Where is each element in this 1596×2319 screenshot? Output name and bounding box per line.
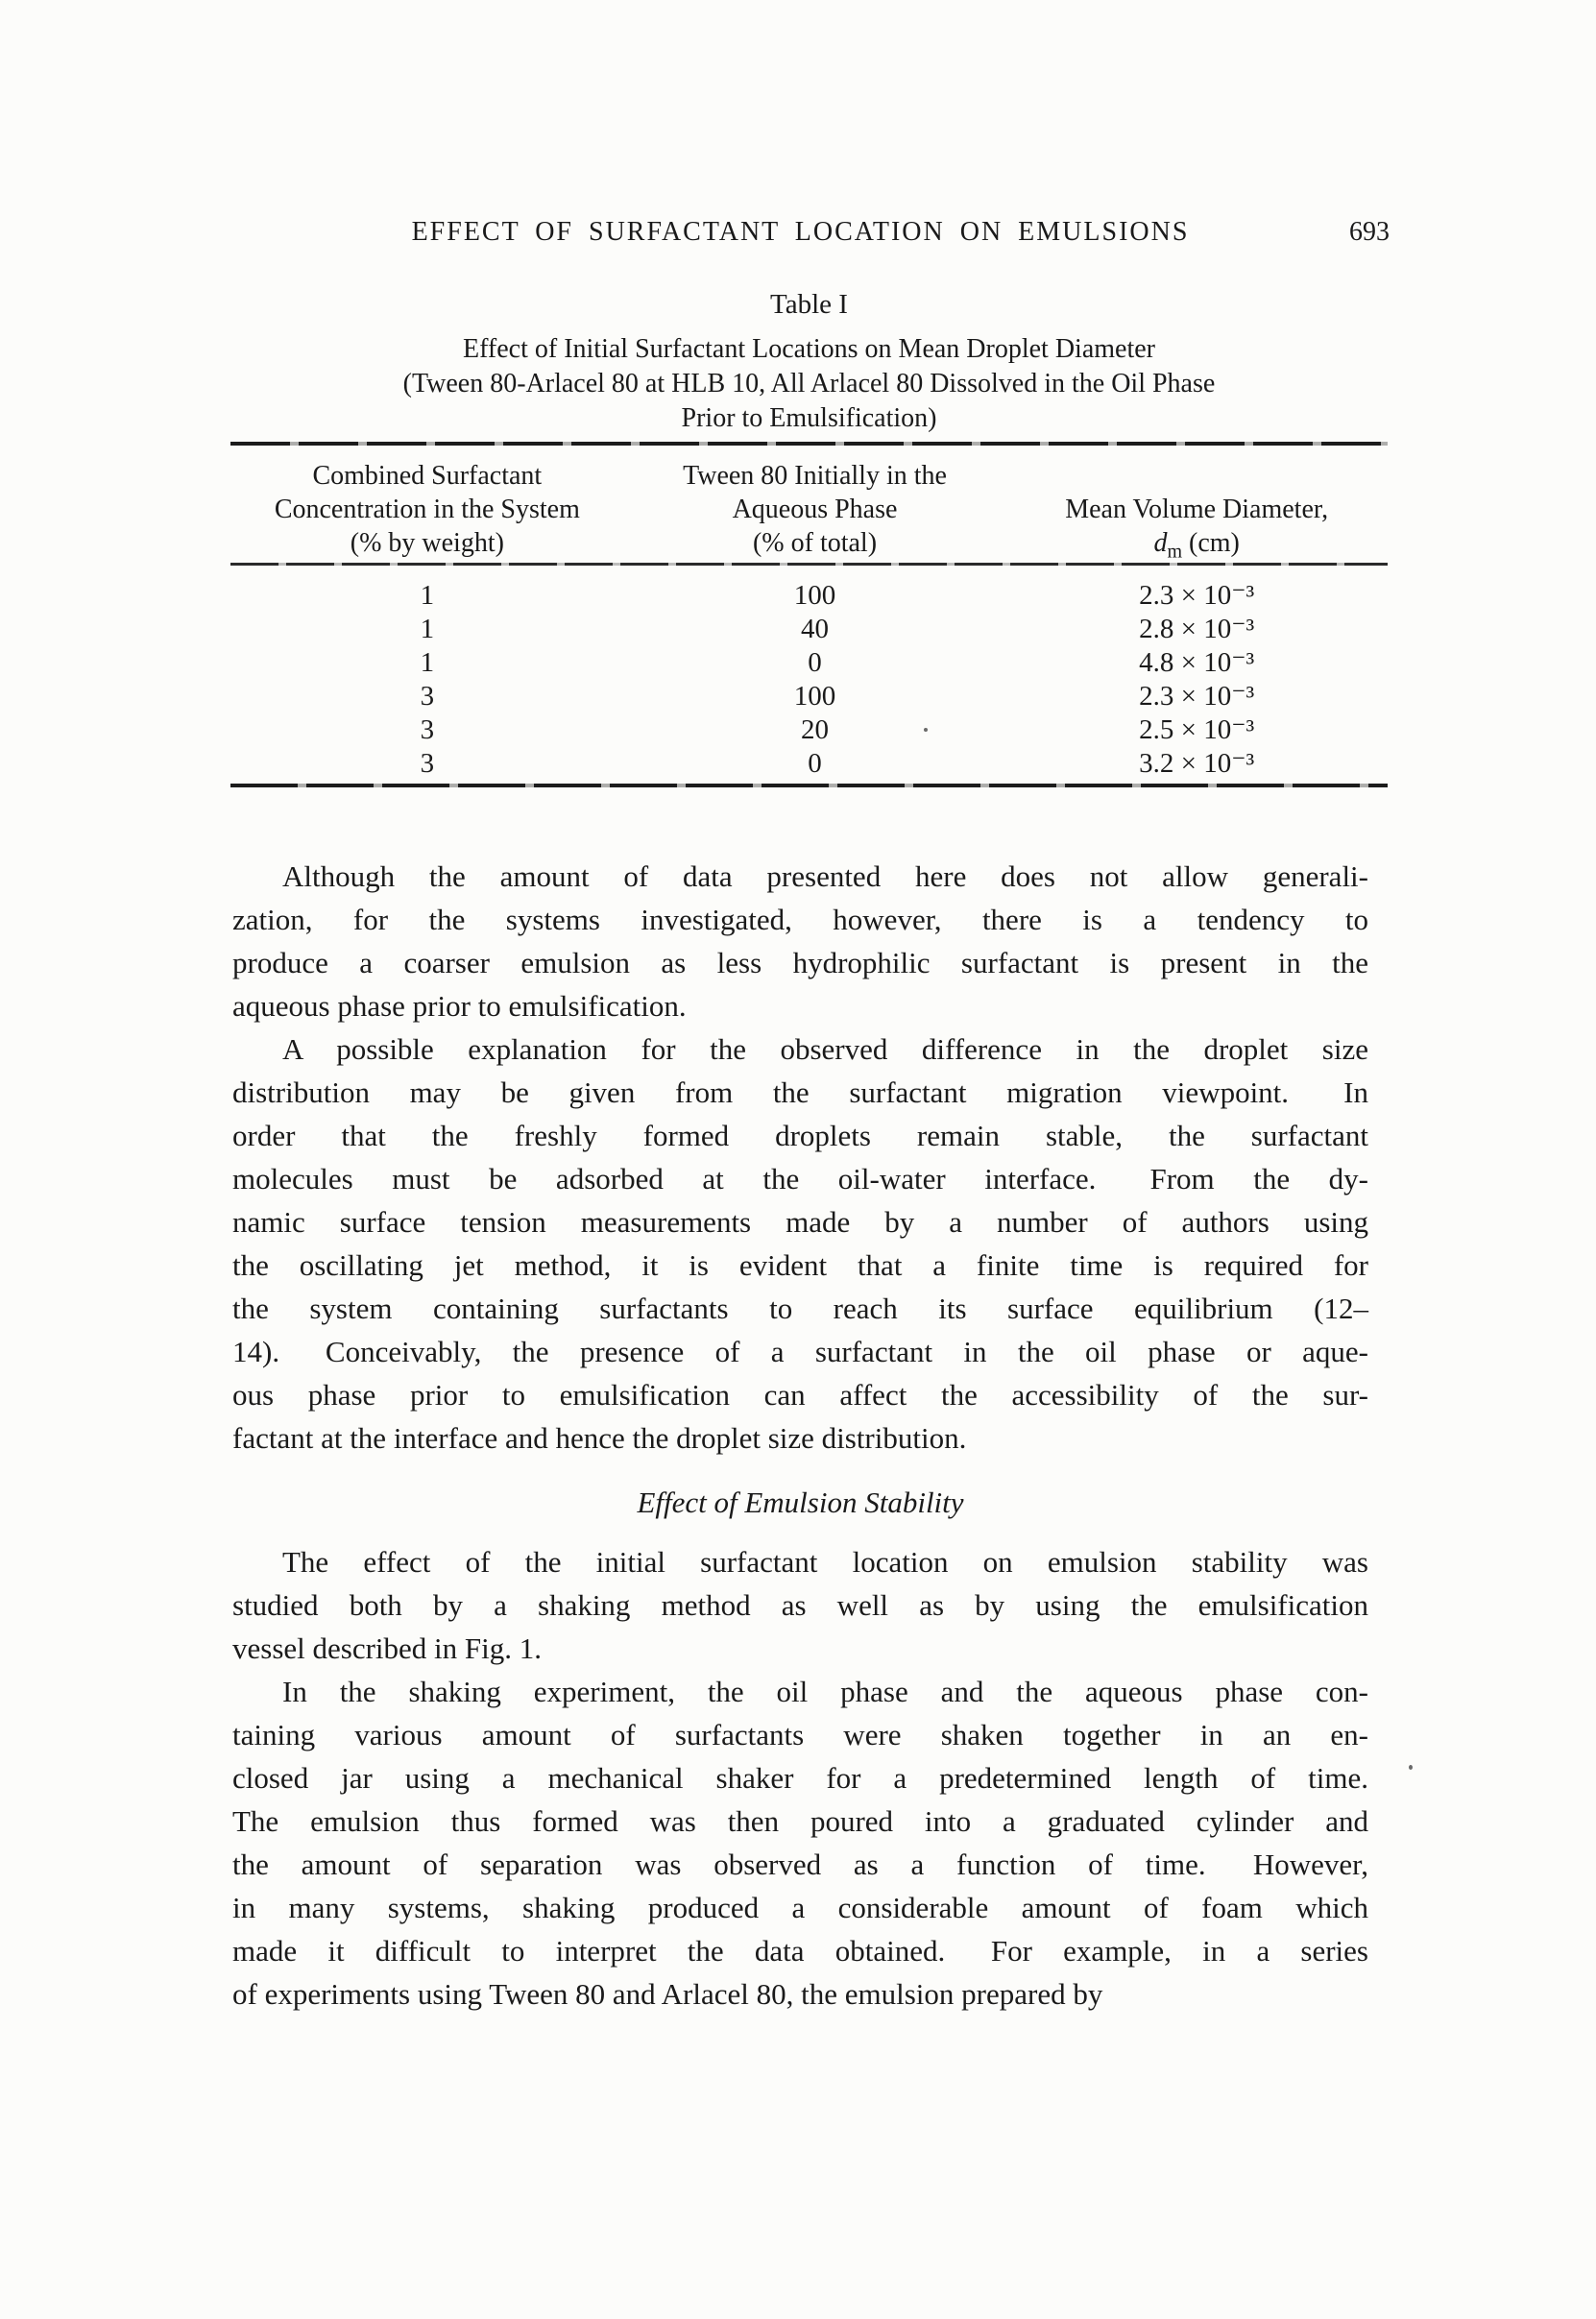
table-cell: 2.5 × 10⁻³ [1139, 714, 1255, 745]
paragraph-stability-methods [232, 1540, 1368, 1670]
text-line: molecules must be adsorbed at the oil-water interface. From the dy- [232, 1162, 1368, 1196]
table-row [230, 680, 1388, 713]
column-header-mean-volume-diameter: Mean Volume Diameter, $d_m$ (cm) [1005, 459, 1388, 569]
text-line: aqueous phase prior to emulsification. [232, 989, 687, 1023]
table-title [230, 332, 1388, 436]
table-header-row [230, 459, 1388, 569]
text-line: order that the freshly formed droplets remain stable, the surfactant [232, 1119, 1368, 1152]
text-line: the oscillating jet method, it is evident that a finite time is required for [232, 1248, 1368, 1282]
text-line: In the shaking experiment, the oil phase and the aqueous phase con- [282, 1675, 1368, 1708]
column-header-concentration: Combined Surfactant Concentration in the System (% by weight) [274, 461, 580, 558]
paragraph-data-generalization [232, 855, 1368, 1027]
table-cell: 2.3 × 10⁻³ [1139, 580, 1255, 611]
table-header-rule [230, 563, 1388, 566]
table-body [230, 579, 1388, 781]
table-top-rule [230, 442, 1388, 446]
text-line: made it difficult to interpret the data obtained. For example, in a series [232, 1934, 1368, 1968]
paragraph-surfactant-migration [232, 1027, 1368, 1460]
text-line: namic surface tension measurements made by a number of authors using [232, 1205, 1368, 1239]
table-cell: 4.8 × 10⁻³ [1139, 647, 1255, 678]
table-row [230, 613, 1388, 646]
table-cell: 100 [793, 681, 836, 712]
ink-speck [1409, 1765, 1413, 1770]
text-line: Although the amount of data presented here does not allow generali- [282, 859, 1368, 893]
text-line: in many systems, shaking produced a considerable amount of foam which [232, 1891, 1368, 1924]
table-cell: 100 [793, 580, 836, 611]
table-label: Table I [770, 289, 848, 320]
table-row [230, 713, 1388, 747]
table-cell: 1 [420, 614, 435, 644]
table-cell: 0 [808, 748, 822, 779]
text-line: The emulsion thus formed was then poured into a graduated cylinder and [232, 1804, 1368, 1838]
table-cell: 40 [801, 614, 829, 644]
text-line: ous phase prior to emulsification can affect the accessibility of the sur- [232, 1378, 1368, 1412]
ink-speck [924, 728, 928, 732]
table-row [230, 747, 1388, 781]
table-cell: 1 [420, 580, 435, 611]
text-line: vessel described in Fig. 1. [232, 1631, 543, 1665]
table-cell: 3 [420, 714, 435, 745]
text-line: zation, for the systems investigated, however, there is a tendency to [232, 903, 1368, 936]
page-number: 693 [1349, 217, 1390, 247]
text-line: the amount of separation was observed as a function of time. However, [232, 1848, 1368, 1881]
table-bottom-rule [230, 784, 1388, 787]
table-cell: 3 [420, 748, 435, 779]
text-line: studied both by a shaking method as well as by using the emulsification [232, 1588, 1368, 1622]
body-text [232, 855, 1368, 2016]
table-cell: 1 [420, 647, 435, 678]
table-cell: 2.3 × 10⁻³ [1139, 681, 1255, 712]
table-cell: 3 [420, 681, 435, 712]
paragraph-shaking-experiment [232, 1670, 1368, 2016]
table-title-line: (Tween 80-Arlacel 80 at HLB 10, All Arlacel 80 Dissolved in the Oil Phase [402, 369, 1216, 399]
text-line: of experiments using Tween 80 and Arlacel 80, the emulsion prepared by [232, 1977, 1103, 2011]
table-cell: 2.8 × 10⁻³ [1139, 614, 1255, 644]
table-cell: 20 [801, 714, 829, 745]
table-cell: 0 [808, 647, 822, 678]
text-line: A possible explanation for the observed difference in the droplet size [282, 1032, 1368, 1066]
column-header-tween-aqueous: Tween 80 Initially in the Aqueous Phase (% of total) [683, 461, 947, 558]
text-line: taining various amount of surfactants were shaken together in an en- [232, 1718, 1368, 1751]
text-line: distribution may be given from the surfactant migration viewpoint. In [232, 1075, 1368, 1109]
table-title-line: Effect of Initial Surfactant Locations on Mean Droplet Diameter [463, 334, 1155, 364]
running-head-title: EFFECT OF SURFACTANT LOCATION ON EMULSIONS [411, 217, 1190, 247]
text-line: factant at the interface and hence the droplet size distribution. [232, 1421, 967, 1455]
text-line: The effect of the initial surfactant location on emulsion stability was [282, 1545, 1368, 1579]
text-line: the system containing surfactants to reach its surface equilibrium (12– [232, 1292, 1368, 1325]
diameter-unit: $d_m$ (cm) [1153, 528, 1240, 563]
text-line: produce a coarser emulsion as less hydrophilic surfactant is present in the [232, 946, 1368, 979]
text-line: closed jar using a mechanical shaker for a predetermined length of time. [232, 1761, 1368, 1795]
table-row [230, 646, 1388, 680]
table-cell: 3.2 × 10⁻³ [1139, 748, 1255, 779]
table-title-line: Prior to Emulsification) [681, 403, 937, 433]
running-head [232, 217, 1390, 255]
text-line: 14). Conceivably, the presence of a surfactant in the oil phase or aque- [232, 1335, 1368, 1368]
section-heading-emulsion-stability: Effect of Emulsion Stability [637, 1486, 964, 1519]
table-row [230, 579, 1388, 613]
